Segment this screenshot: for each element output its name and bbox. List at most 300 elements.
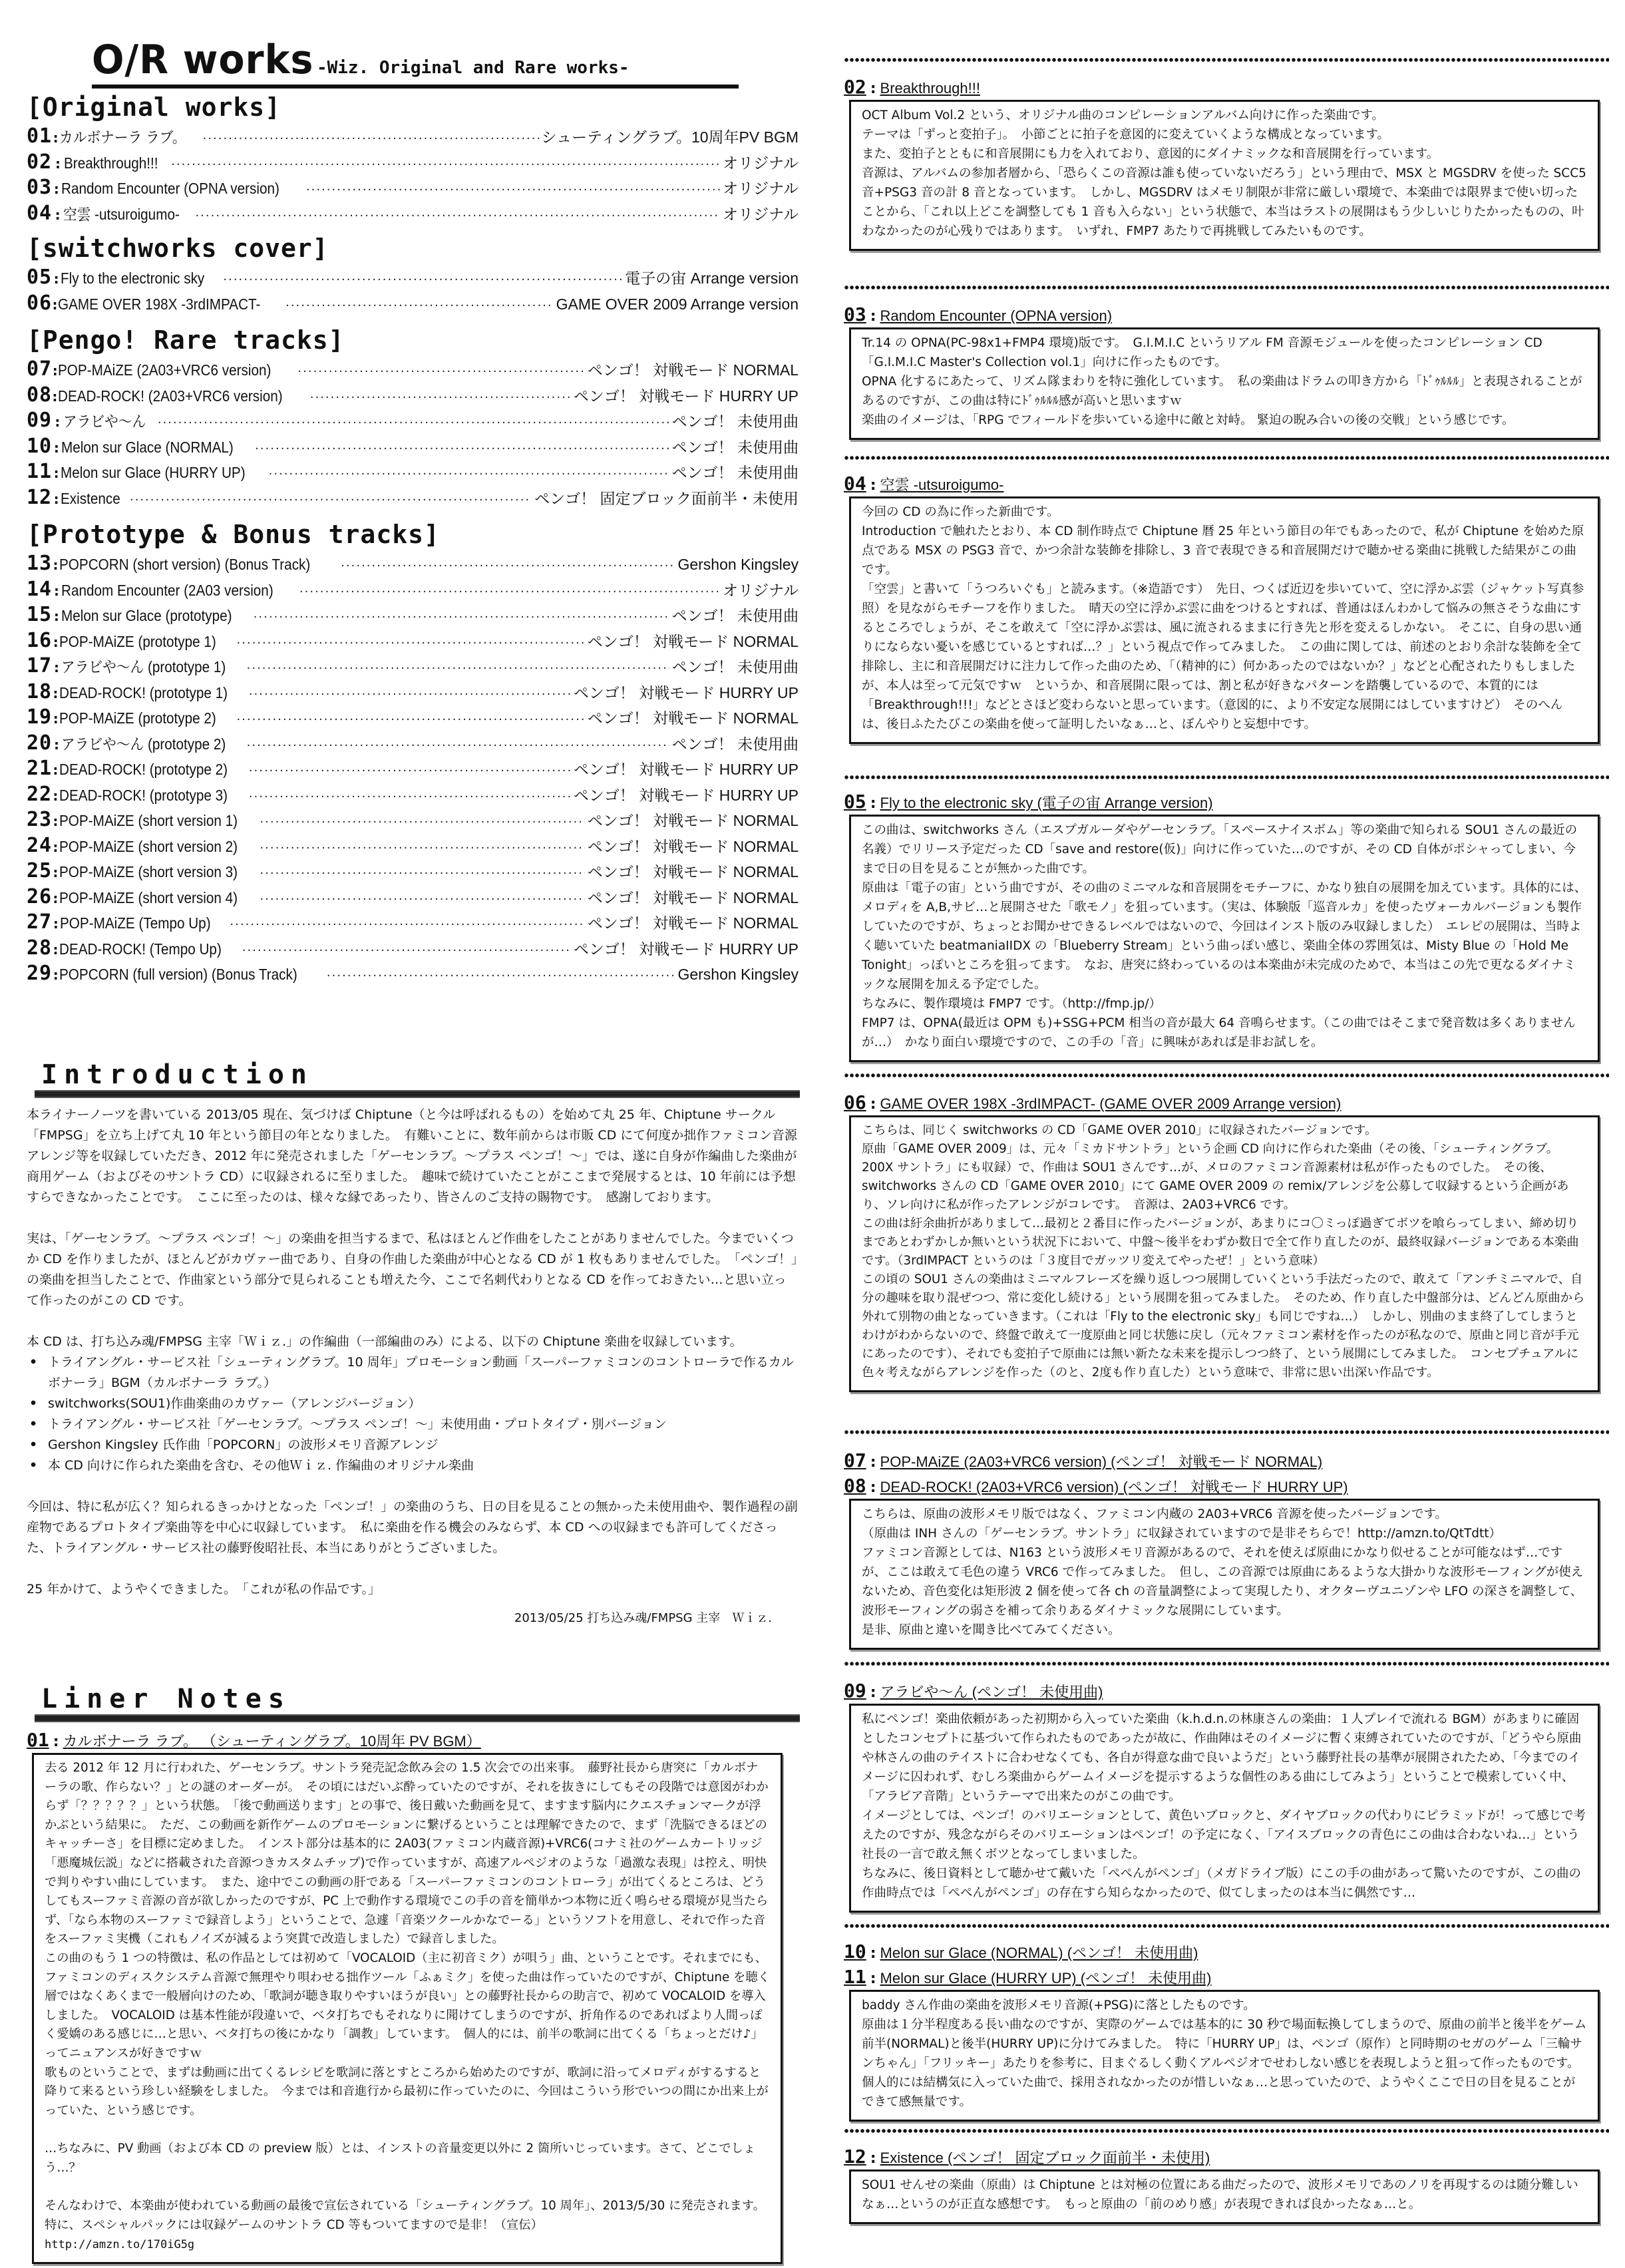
note-paragraph: …ちなみに、PV 動画（および本 CD の preview 版）とは、インストの音量変更以外に 2 箇所いじっています。さて、どこでしょう…？ <box>45 2142 756 2175</box>
track-separator: : <box>52 388 58 405</box>
track-separator: : <box>53 736 59 753</box>
tracklist-prototype-bonus <box>27 518 799 987</box>
track-number: 23 <box>27 808 53 831</box>
track-separator: : <box>52 363 58 379</box>
track-title: Melon sur Glace (NORMAL) <box>61 438 234 456</box>
note-paragraph: この曲は、switchworks さん（エスプガルーダやゲーセンラブ。「スペースナイスボム」等の楽曲で知られる SOU1 さんの最近の名義）でリリース予定だった CD「save and restore(仮)」向けに作っていた…のですが、その CD 自体がポシャってしまい、今まで日の目を見ることが無かった曲です。 <box>862 823 1578 876</box>
track-number: 01 <box>27 124 53 148</box>
dot-leader <box>171 152 720 178</box>
intro-paragraph: 本 CD は、打ち込み魂/FMPSG 主宰「Ｗｉｚ.」の作編曲（一部編曲のみ）による、以下の Chiptune 楽曲を収録しています。 <box>27 1334 743 1349</box>
dot-leader <box>299 580 720 606</box>
note-number: 09 <box>844 1680 866 1702</box>
intro-bullet: • トライアングル・サービス社「シューティングラブ。10 周年」プロモーション動画「スーパーファミコンのコントローラで作るカルボナーラ」BGM（カルボナーラ ラブ。） <box>27 1352 799 1394</box>
dot-leader <box>254 605 669 631</box>
track-source: ペンゴ！ 対戦モード NORMAL <box>587 863 799 880</box>
track-title: POP-MAiZE (prototype 1) <box>59 632 217 650</box>
track-separator: : <box>53 967 59 983</box>
dotted-divider <box>844 1429 1609 1435</box>
dot-leader <box>260 887 584 913</box>
track-row <box>27 201 799 227</box>
tracklist-pengo-rare <box>27 323 799 510</box>
track-number: 05 <box>27 266 53 289</box>
note-10-11 <box>844 1939 1609 2122</box>
dotted-divider <box>844 1073 1609 1078</box>
track-row <box>27 124 799 150</box>
track-row <box>27 485 799 511</box>
dot-leader <box>260 836 584 862</box>
dot-leader <box>223 268 622 293</box>
track-source: ペンゴ！ 対戦モード NORMAL <box>587 914 799 932</box>
track-number: 11 <box>27 460 53 483</box>
note-title: DEAD-ROCK! (2A03+VRC6 version) (ペンゴ！ 対戦モード HURRY UP) <box>880 1479 1348 1495</box>
note-paragraph: SOU1 せんせの楽曲（原曲）は Chiptune とは対極の位置にある曲だったので、波形メモリであのノリを再現するのは随分難しいなぁ…というのが正直な感想です。 もっと原曲の「前のめり感」が表現できれば良かったなぁ…と。 <box>862 2178 1578 2211</box>
dot-leader <box>249 759 571 785</box>
track-row <box>27 807 799 833</box>
track-row <box>27 577 799 603</box>
track-title: POPCORN (short version) (Bonus Track) <box>59 556 311 573</box>
note-body <box>849 1115 1600 1392</box>
track-source: オリジナル <box>723 154 799 172</box>
intro-signature: 2013/05/25 打ち込み魂/FMPSG 主宰 Ｗｉｚ. <box>514 1611 772 1625</box>
track-number: 29 <box>27 962 53 985</box>
track-number: 26 <box>27 884 53 908</box>
dotted-divider <box>844 1923 1609 1929</box>
dotted-divider <box>844 2128 1609 2134</box>
note-header: 12 : Existence (ペンゴ！ 固定ブロック面前半・未使用) <box>844 2146 1210 2168</box>
title-main: O/R works <box>92 37 314 83</box>
track-title: Random Encounter (OPNA version) <box>61 180 279 197</box>
dot-leader <box>195 204 720 230</box>
track-source: ペンゴ！ 対戦モード HURRY UP <box>573 683 799 701</box>
track-number: 24 <box>27 833 53 857</box>
introduction-body <box>27 1105 799 1628</box>
track-number: 19 <box>27 705 53 729</box>
note-body <box>849 1499 1600 1650</box>
dot-leader <box>242 938 571 964</box>
note-paragraph: テーマは「ずっと変拍子」。 小節ごとに拍子を意図的に変えていくような構成となっています。 <box>862 128 1389 142</box>
note-paragraph: ちなみに、製作環境は FMP7 です。（http://fmp.jp/） <box>862 997 1162 1011</box>
note-header: 09 : アラビや～ん (ペンゴ！ 未使用曲) <box>844 1680 1103 1702</box>
note-header: 06 : GAME OVER 198X -3rdIMPACT- (GAME OVER 2009 Arrange version) <box>844 1091 1342 1113</box>
note-number: 11 <box>844 1966 866 1988</box>
track-number: 21 <box>27 757 53 780</box>
track-source: ペンゴ！ 対戦モード NORMAL <box>587 361 799 379</box>
title-subtitle: -Wiz. Original and Rare works- <box>316 58 630 78</box>
note-body <box>849 815 1600 1062</box>
note-paragraph: 音源は、アルバムの参加者層から、「恐らくこの音源は誰も使っていないだろう」という理由で、MSX と MGSDRV を使った SCC5 音+PSG3 音の計 8 音となっています。 しかし、MGSDRV はメモリ制限が非常に厳しい環境で、本楽曲では限界まで使い切ったことから、「これ以上どこを調整しても 1 音も入らない」という状態で、本当はラストの展開はもう少しいじりたかったものの、叶わなかったのが心残りではあります。 いずれ、FMP7 あたりで再挑戦してみたいものです。 <box>862 166 1586 238</box>
track-separator: : <box>52 296 58 313</box>
note-number: 04 <box>844 472 866 494</box>
note-paragraph: 原曲「GAME OVER 2009」は、元々「ミカドサントラ」という企画 CD 向けに作られた楽曲（その後、「シューティングラブ。200X サントラ」にも収録）で、作曲は SOU1 さんです…が、メロのファミコン音源素材は私が作ったものでした。 その後、switchworks さんの CD「GAME OVER 2010」にて GAME OVER 2009 の remix/アレンジを公募して収録するという企画があり、ソレ向けに私が作ったアレンジがコレです。 音源は、2A03+VRC6 です。 <box>862 1142 1569 1212</box>
note-body <box>849 496 1600 744</box>
note-paragraph: Introduction で触れたとおり、本 CD 制作時点で Chiptune 暦 25 年という節目の年でもあったので、私が Chiptune を始めた原点である MSX の PSG3 音で、かつ余計な装飾を排除し、3 音で表現できる和音展開だけで聴かせる楽曲に挑戦した結果がこの曲です。 <box>862 524 1584 577</box>
intro-paragraph: 本ライナーノーツを書いている 2013/05 現在、気づけば Chiptune（と今は呼ばれるもの）を始めて丸 25 年、Chiptune サークル「FMPSG」を立ち上げて丸 10 年という節目の年となりました。 有難いことに、数年前からは市販 CD にて何度か拙作ファミコン音源アレンジ等を収録していただき、2012 年に発売されました「ゲーセンラブ。～プラス ペンゴ！～」では、遂に自身が作編曲した楽曲が商用ゲーム（およびそのサントラ CD）に収録されるに至りました。 趣味で続けていたことがここまで発展するとは、10 年前には予想すらできなかったことです。 ここに至ったのは、様々な縁であったり、皆さんのご支持の賜物です。 感謝しております。 <box>27 1107 797 1205</box>
track-separator: : <box>53 439 59 456</box>
dot-leader <box>247 656 669 682</box>
track-separator: : <box>53 711 59 727</box>
note-header: 05 : Fly to the electronic sky (電子の宙 Arrange version) <box>844 791 1213 813</box>
track-row <box>27 833 799 859</box>
note-09 <box>844 1678 1609 1913</box>
note-number: 06 <box>844 1091 866 1113</box>
dot-leader <box>236 631 584 657</box>
dotted-divider <box>844 1661 1609 1666</box>
track-source: ペンゴ！ 未使用曲 <box>671 658 799 675</box>
track-separator: : <box>53 608 59 624</box>
note-title: Melon sur Glace (HURRY UP) (ペンゴ！ 未使用曲) <box>880 1970 1212 1986</box>
note-paragraph: 原曲は１分半程度ある長い曲なのですが、実際のゲームでは基本的に 30 秒で場面転換してしまうので、原曲の前半と後半をゲーム前半(NORMAL)と後半(HURRY UP)に分けてみました。 特に「HURRY UP」は、ペンゴ（原作）と同時期のセガのゲーム「三輪サンちゃん」「フリッキー」あたりを参考に、目まぐるしく動くアルペジオでせわしない感じを表現しようと狙って作ったものです。 個人的には結構気に入っていた曲で、採用されなかったのが惜しいなぁ…と思っていたので、ようやくここで日の目を見ることができて感無量です。 <box>862 2018 1587 2109</box>
track-source: ペンゴ！ 未使用曲 <box>671 735 799 753</box>
heading-rule <box>35 1090 800 1098</box>
note-title: Melon sur Glace (NORMAL) (ペンゴ！ 未使用曲) <box>880 1945 1198 1961</box>
note-body <box>32 1753 783 2264</box>
track-title: 空雲 -utsuroigumo- <box>63 205 180 223</box>
track-row <box>27 265 799 291</box>
track-number: 12 <box>27 485 53 509</box>
track-number: 27 <box>27 910 53 934</box>
track-separator: : <box>53 660 59 675</box>
track-number: 16 <box>27 628 53 652</box>
track-title: POPCORN (full version) (Bonus Track) <box>59 966 298 983</box>
dot-leader <box>247 733 669 759</box>
tracklist-original-works <box>27 91 799 226</box>
liner-notes-heading <box>35 1684 800 1722</box>
track-separator: : <box>53 839 59 855</box>
note-title: POP-MAiZE (2A03+VRC6 version) (ペンゴ！ 対戦モード NORMAL) <box>880 1453 1323 1470</box>
note-title: Existence (ペンゴ！ 固定ブロック面前半・未使用) <box>880 2150 1210 2166</box>
track-number: 28 <box>27 936 53 960</box>
track-separator: : <box>53 490 59 507</box>
track-separator: : <box>53 271 59 287</box>
track-row <box>27 705 799 731</box>
intro-paragraph: 25 年かけて、ようやくできました。 「これが私の作品です。」 <box>27 1582 381 1597</box>
intro-bullet: • 本 CD 向けに作られた楽曲を含む、その他Ｗｉｚ. 作編曲のオリジナル楽曲 <box>27 1455 799 1476</box>
track-number: 18 <box>27 679 53 703</box>
note-12 <box>844 2144 1609 2224</box>
note-01 <box>27 1728 792 2264</box>
note-paragraph: 今回の CD の為に作った新曲です。 <box>862 505 1059 519</box>
dot-leader <box>249 785 571 811</box>
document-title <box>92 37 739 89</box>
track-source: ペンゴ！ 固定ブロック面前半・未使用 <box>534 489 799 507</box>
track-number: 14 <box>27 577 53 601</box>
track-separator: : <box>53 465 59 481</box>
track-title: DEAD-ROCK! (2A03+VRC6 version) <box>57 387 283 405</box>
note-paragraph: Tr.14 の OPNA(PC-98x1+FMP4 環境)版です。 G.I.M.I.C というリアル FM 音源モジュールを使ったコンピレーション CD「G.I.M.I.C Master's Collection vol.1」向けに作ったものです。 <box>862 336 1542 369</box>
track-row <box>27 150 799 176</box>
note-number: 03 <box>844 303 866 325</box>
note-paragraph: イメージとしては、ペンゴ！のバリエーションとして、黄色いブロックと、ダイヤブロックの代わりにピラミッドが！って感じで考えたのですが、残念ながらそのバリエーションはペンゴ！の予定になく、「アイスブロックの青色にこの曲は合わないね…」という社長の一言で敢え無くボツとなってしまいました。 <box>862 1809 1586 1861</box>
note-paragraph: こちらは、原曲の波形メモリ版ではなく、ファミコン内蔵の 2A03+VRC6 音源を使ったバージョンです。 <box>862 1507 1448 1521</box>
track-title: DEAD-ROCK! (Tempo Up) <box>59 940 222 958</box>
track-source: ペンゴ！ 未使用曲 <box>671 413 799 430</box>
track-row <box>27 782 799 808</box>
note-paragraph: この曲のもう 1 つの特徴は、私の作品としては初めて「VOCALOID（主に初音ミク）が唄う」曲、ということです。それまでにも、ファミコンのディスクシステム音源で無理やり唄わせる拙作ツール「ふぁミク」を使った曲は作っていたのですが、Chiptune を聴く層ではなくあくまで一般層向けのため、「歌詞が聴き取りやすいほうが良い」との藤野社長からの助言で、初めて VOCALOID を導入しました。 VOCALOID は基本性能が段違いで、ベタ打ちでもそれなりに聞けてしまうのですが、折角作るのであればより人間っぽく愛嬌のある感じに…と思い、ベタ打ちの後にかなり「調教」しています。 個人的には、前半の歌詞に出てくる「ちょっとだけ♪」ってニュアンスが好きですｗ <box>45 1951 770 2060</box>
track-source: Gershon Kingsley <box>677 966 799 983</box>
note-paragraph: 歌ものということで、まずは動画に出てくるレシピを歌詞に落とすところから始めたのですが、歌詞に沿ってメロディがするすると降りて来るという珍しい経験をしました。 今までは和音進行から最初に作っていたのに、今回はこういう形でいつの間にか出来上がっていた、という感じです。 <box>45 2065 769 2118</box>
track-row <box>27 434 799 460</box>
track-row <box>27 910 799 936</box>
track-source: ペンゴ！ 対戦モード HURRY UP <box>573 940 799 958</box>
note-body <box>849 100 1600 251</box>
dot-leader <box>306 178 720 204</box>
note-paragraph: 楽曲のイメージは、「RPG でフィールドを歩いている途中に敵と対峙。 緊迫の睨み合いの後の交戦」という感じです。 <box>862 413 1515 427</box>
track-source: オリジナル <box>723 581 799 599</box>
intro-bullet: • トライアングル・サービス社「ゲーセンラブ。～プラス ペンゴ！～」未使用曲・プロトタイプ・別バージョン <box>27 1414 799 1435</box>
dot-leader <box>230 912 584 938</box>
track-separator: : <box>53 634 59 650</box>
track-title: POP-MAiZE (short version 2) <box>59 837 238 855</box>
note-body <box>849 1990 1600 2122</box>
note-body <box>849 2170 1600 2224</box>
track-separator: : <box>53 916 59 932</box>
note-header: 02 : Breakthrough!!! <box>844 76 980 98</box>
note-number: 02 <box>844 76 866 98</box>
track-row <box>27 731 799 757</box>
track-number: 08 <box>27 383 53 407</box>
note-title: Fly to the electronic sky (電子の宙 Arrange version) <box>880 795 1213 811</box>
note-body <box>849 327 1600 440</box>
note-title: GAME OVER 198X -3rdIMPACT- (GAME OVER 2009 Arrange version) <box>880 1095 1342 1112</box>
dot-leader <box>327 964 675 990</box>
dot-leader <box>341 554 675 580</box>
track-row <box>27 551 799 577</box>
note-paragraph: OPNA 化するにあたって、リズム隊まわりを特に強化しています。 私の楽曲はドラムの叩き方から「ﾄﾞｩﾙﾙﾙ」と表現されることがあるのですが、この曲は特にﾄﾞｩﾙﾙﾙ感が高いと思いますｗ <box>862 375 1582 408</box>
track-number: 25 <box>27 859 53 882</box>
track-source: ペンゴ！ 未使用曲 <box>671 607 799 624</box>
note-number: 01 <box>27 1729 49 1751</box>
track-title: Melon sur Glace (HURRY UP) <box>61 464 246 481</box>
track-number: 07 <box>27 357 53 381</box>
dot-leader <box>236 707 584 733</box>
dot-leader <box>285 293 554 319</box>
track-number: 20 <box>27 731 53 755</box>
track-row <box>27 654 799 679</box>
note-paragraph: OCT Album Vol.2 という、オリジナル曲のコンピレーションアルバム向けに作った楽曲です。 <box>862 108 1384 122</box>
track-row <box>27 175 799 201</box>
dot-leader <box>260 861 584 887</box>
note-paragraph: （原曲は INH さんの「ゲーセンラブ。サントラ」に収録されていますので是非そちらで！http://amzn.to/QtTdtt） <box>862 1527 1502 1541</box>
track-title: DEAD-ROCK! (prototype 1) <box>59 683 228 701</box>
track-source: ペンゴ！ 対戦モード NORMAL <box>587 888 799 906</box>
note-title: 空雲 -utsuroigumo- <box>880 476 1004 493</box>
heading-rule <box>35 1714 800 1722</box>
note-02 <box>844 75 1609 251</box>
dot-leader <box>203 126 539 152</box>
note-paragraph: 去る 2012 年 12 月に行われた、ゲーセンラブ。サントラ発売記念飲み会の 1.5 次会での出来事。 藤野社長から唐突に「カルボナーラの歌、作らない？」との謎のオーダーが。 その頃にはだいぶ酔っていたのですが、それを抜きにしてもその段階では意図がわからず「？？？？？」という状態。 「後で動画送ります」との事で、後日戴いた動画を見て、ますます脳内にクエスチョンマークが浮かぶという結果に。 ただ、この動画を新作ゲームのプロモーションに繋げるということは理解できたので、まず「洗脳できるほどのキャッチーさ」を目標に定めました。 インスト部分は基本的に 2A03(ファミコン内蔵音源)+VRC6(コナミ社のゲームカートリッジ「悪魔城伝説」などに搭載された音源つきカスタムチップ)で作っていますが、高速アルペジオのような「過激な表現」は控え、明快で判りやすい曲にしています。 また、途中でこの動画の肝である「スーパーファミコンのコントローラ」が出てくるところは、どうしてもスーファミ音源の音が欲しかったのですが、PC 上で動作する環境でこの手の音を簡単かつ本物に近く鳴らせる環境が見当たらず、「なら本物のスーファミで録音しよう」ということで、急遽「音楽ツクールかなでーる」というソフトを用意し、それで作った音をスーファミ実機（これもノイズが減るよう突貫で改造しました）で録音しました。 <box>45 1761 769 1947</box>
track-title: アラビや～ん (prototype 2) <box>61 735 226 753</box>
introduction-heading-text: Introduction <box>41 1059 313 1090</box>
intro-paragraph: 今回は、特に私が広く？知られるきっかけとなった「ペンゴ！」の楽曲のうち、日の目を見ることの無かった未使用曲や、製作過程の副産物であるプロトタイプ楽曲等を中心に収録しています。 私に楽曲を作る機会のみならず、本 CD への収録までも許可してくださった、トライアングル・サービス社の藤野俊昭社長、本当にありがとうございました。 <box>27 1499 798 1555</box>
note-paragraph: ファミコン音源としては、N163 という波形メモリ音源があるので、それを使えば原曲にかなり似せることが可能なはず…ですが、ここは敢えて毛色の違う VRC6 で作ってみました。 但し、この音源では原曲にあるような大掛かりな波形モーフィングが使えないため、音色変化は矩形波 2 個を使って各 ch の音量調整によって実現したり、オクターヴユニゾンや LFO の深さを調整して、波形モーフィングの弱さを補って余りあるダイナミックな展開にしています。 <box>862 1546 1584 1618</box>
track-source: ペンゴ！ 未使用曲 <box>671 438 799 456</box>
track-title: Breakthrough!!! <box>63 154 158 172</box>
note-05 <box>844 789 1609 1062</box>
track-separator: : <box>53 787 59 804</box>
track-title: Fly to the electronic sky <box>61 270 205 287</box>
track-title: POP-MAiZE (2A03+VRC6 version) <box>58 361 271 379</box>
track-source: ペンゴ！ 対戦モード HURRY UP <box>573 387 799 405</box>
track-source: Gershon Kingsley <box>677 556 799 573</box>
track-number: 10 <box>27 434 53 458</box>
dot-leader <box>130 488 532 514</box>
track-title: アラビや～ん <box>63 413 146 430</box>
note-03 <box>844 302 1609 440</box>
note-number: 10 <box>844 1941 866 1963</box>
section-heading: [Prototype & Bonus tracks] <box>27 520 440 549</box>
note-title: アラビや～ん (ペンゴ！ 未使用曲) <box>880 1684 1103 1700</box>
track-number: 13 <box>27 552 53 575</box>
note-title: カルボナーラ ラブ。 （シューティングラブ。10周年 PV BGM） <box>63 1733 481 1750</box>
track-row <box>27 756 799 782</box>
track-row <box>27 291 799 317</box>
track-separator: : <box>53 181 59 197</box>
note-title: Random Encounter (OPNA version) <box>880 307 1113 324</box>
track-source: 電子の宙 Arrange version <box>625 270 799 287</box>
track-row <box>27 408 799 434</box>
track-source: GAME OVER 2009 Arrange version <box>556 295 799 313</box>
note-paragraph: また、変拍子とともに和音展開にも力を入れており、意図的にダイナミックな和音展開を行っています。 <box>862 147 1439 161</box>
note-number: 05 <box>844 791 866 813</box>
intro-bullet-list <box>27 1352 799 1476</box>
track-number: 22 <box>27 782 53 806</box>
track-title: カルボナーラ ラブ。 <box>59 128 186 146</box>
note-number: 07 <box>844 1449 866 1471</box>
track-separator: : <box>53 582 59 599</box>
intro-paragraph: 実は、「ゲーセンラブ。～プラス ペンゴ！～」の楽曲を担当するまで、私はほとんど作曲をしたことがありませんでした。今までいくつか CD を作りましたが、ほとんどがカヴァー曲であり、自身の作曲した楽曲が中心となる CD が 1 枚もありませんでした。 「ペンゴ！」の楽曲を担当したことで、作曲家という部分で見られることも増えた今、ここで名刺代わりとなる CD を作っておきたい…と思い立って作ったのがこの CD です。 <box>27 1231 798 1308</box>
dotted-divider <box>844 57 1609 63</box>
note-paragraph: そんなわけで、本楽曲が使われている動画の最後で宣伝されている「シューティングラブ。10 周年」、2013/5/30 に発売されます。 特に、スペシャルパックには収録ゲームのサントラ CD 等もついてますので是非！（宣伝） <box>45 2199 772 2233</box>
track-separator: : <box>53 685 59 701</box>
track-title: Random Encounter (2A03 version) <box>61 581 273 599</box>
track-row <box>27 858 799 884</box>
intro-bullet: • Gershon Kingsley 氏作曲「POPCORN」の波形メモリ音源アレンジ <box>27 1435 799 1455</box>
track-separator: : <box>53 813 59 829</box>
note-04 <box>844 471 1609 744</box>
track-source: オリジナル <box>723 205 799 223</box>
note-06 <box>844 1090 1609 1392</box>
dotted-divider <box>844 455 1609 461</box>
note-header: 11 : Melon sur Glace (HURRY UP) (ペンゴ！ 未使用曲) <box>844 1966 1212 1988</box>
note-paragraph: この頃の SOU1 さんの楽曲はミニマルフレーズを繰り返しつつ展開していくという手法だったので、敢えて「アンチミニマルで、自分の趣味を取り混ぜつつ、常に変化し続ける」という展開を狙ってみました。 そのため、作り直した中盤部分は、どんどん原曲から外れて別物の曲となっていきます。（これは「Fly to the electronic sky」も同じですね…） しかし、別曲のまま終了してしまうとわけがわからないので、終盤で敢えて一度原曲と同じ状態に戻し（元々ファミコン素材を作ったのが私なので、原曲と同じ音が手元にあったのです）、それでも変拍子で原曲には無い新たな未来を提示しつつ終了、という展開にしてみました。 コンセプチュアルに色々考えながらアレンジを作った（のと、2度も作り直した）という意味で、非常に思い出深い作品です。 <box>862 1272 1585 1380</box>
track-row <box>27 383 799 409</box>
section-heading: [Original works] <box>27 93 281 122</box>
track-source: ペンゴ！ 対戦モード HURRY UP <box>573 761 799 778</box>
note-header: 04 : 空雲 -utsuroigumo- <box>844 472 1004 494</box>
note-paragraph: 私にペンゴ！楽曲依頼があった初期から入っていた楽曲（k.h.d.n.の林康さんの楽曲：１人プレイで流れる BGM）があまりに確固としたコンセプトに基づいて作られたものであったが故に、作曲陣はそのイメージに暫く束縛されていたのですが、「どうやら原曲や林さんの曲のテイストに合わせなくても、各自が得意な曲で良いようだ」という藤野社長の基準が展開されたため、「今までのイメージに囚われず、むしろ楽曲からゲームイメージを提示するような個性のある曲にしてみよう」ということで模索していく中、「アラビア音階」というテーマで出来たのがこの曲です。 <box>862 1712 1582 1803</box>
track-row <box>27 602 799 628</box>
track-title: GAME OVER 198X -3rdIMPACT- <box>57 295 261 313</box>
note-link[interactable]: http://amzn.to/170iG5g <box>45 2237 195 2251</box>
track-title: DEAD-ROCK! (prototype 2) <box>59 761 228 778</box>
dot-leader <box>249 682 571 708</box>
note-header: 10 : Melon sur Glace (NORMAL) (ペンゴ！ 未使用曲) <box>844 1941 1198 1963</box>
dot-leader <box>297 359 584 385</box>
section-heading: [Pengo! Rare tracks] <box>27 325 345 355</box>
dot-leader <box>310 385 571 411</box>
track-separator: : <box>53 130 59 146</box>
dot-leader <box>269 462 669 488</box>
track-row <box>27 459 799 485</box>
track-source: ペンゴ！ 対戦モード NORMAL <box>587 812 799 829</box>
track-number: 06 <box>27 291 53 315</box>
note-paragraph: baddy さん作曲の楽曲を波形メモリ音源(+PSG)に落としたものです。 <box>862 1998 1256 2012</box>
note-body <box>849 1704 1600 1913</box>
dot-leader <box>158 411 669 437</box>
dot-leader <box>255 437 669 463</box>
track-title: POP-MAiZE (short version 4) <box>59 888 238 906</box>
note-paragraph: 「空雲」と書いて「うつろいぐも」と読みます。（※造語です） 先日、つくば近辺を歩いていて、空に浮かぶ雲（ジャケット写真参照）を見ながらモチーフを作りました。 晴天の空に浮かぶ雲に曲をつけるとすれば、普通はほんわかして悩みの無さそうな曲にするところでしょうが、そこを敢えて「空に浮かぶ雲は、風に流されるままに行き先と形を変えるしかない。 そこに、自身の思い通りにならない憂いを感じているとすれば…？」という視点で作ってみました。 この曲に関しては、前述のとおり余計な装飾を全て排除し、主に和音展開だけに注力して作った曲のため、「（精神的に）何かあったのではないか？」などと心配されたりもしましたが、本人は至って元気ですｗ というか、和音展開に限っては、割と私が好きなパターンを踏襲しているので、本質的には「Breakthrough!!!」などとさほど変わらないと思っています。（意図的に、より不安定な展開にはしていますけど） そのへんは、後日ふたたびこの楽曲を使って証明したいなぁ…と、ぼんやりと妄想中です。 <box>862 582 1584 731</box>
note-paragraph: ちなみに、後日資料として聴かせて戴いた「ぺぺんがペンゴ」（メガドライブ版）にこの手の曲があって驚いたのですが、この曲の作曲時点では「ぺぺんがペンゴ」の存在すら知らなかったので、似てしまったのは本当に偶然です… <box>862 1867 1581 1900</box>
track-source: ペンゴ！ 対戦モード NORMAL <box>587 632 799 650</box>
track-separator: : <box>53 864 59 880</box>
track-number: 03 <box>27 176 53 199</box>
note-number: 12 <box>844 2146 866 2168</box>
track-source: シューティングラブ。10周年PV BGM <box>541 128 799 146</box>
note-paragraph: こちらは、同じく switchworks の CD「GAME OVER 2010」に収録されたバージョンです。 <box>862 1123 1377 1137</box>
track-separator: : <box>55 155 61 172</box>
note-paragraph: FMP7 は、OPNA(最近は OPM も)+SSG+PCM 相当の音が最大 64 音鳴らせます。（この曲ではそこまで発音数は多くありませんが…） かなり面白い環境ですので、この手の「音」に興味があれば是非お試しを。 <box>862 1016 1576 1049</box>
dotted-divider <box>844 775 1609 780</box>
track-row <box>27 936 799 962</box>
introduction-heading <box>35 1059 800 1098</box>
track-number: 09 <box>27 409 53 432</box>
track-source: ペンゴ！ 対戦モード HURRY UP <box>573 786 799 804</box>
track-number: 02 <box>27 150 53 174</box>
track-separator: : <box>55 414 61 430</box>
intro-bullet: • switchworks(SOU1)作曲楽曲のカヴァー（アレンジバージョン） <box>27 1394 799 1414</box>
note-paragraph: この曲は紆余曲折がありまして…最初と２番目に作ったバージョンが、あまりにコ〇ミっぽ過ぎてボツを喰らってしまい、締め切りまであとわずかしか無いという状況下において、中盤～後半をわずか数日で全て作り直したのが、最終収録バージョンである本楽曲です。（3rdIMPACT というのは「３度目でガッツリ変えてやったぜ！」という意味） <box>862 1217 1579 1268</box>
liner-notes-heading-text: Liner Notes <box>41 1684 291 1714</box>
track-number: 04 <box>27 201 53 225</box>
track-source: ペンゴ！ 未使用曲 <box>671 464 799 481</box>
track-title: DEAD-ROCK! (prototype 3) <box>59 786 228 804</box>
note-number: 08 <box>844 1475 866 1497</box>
track-number: 17 <box>27 654 53 677</box>
track-separator: : <box>53 762 59 778</box>
track-separator: : <box>53 941 59 958</box>
track-title: POP-MAiZE (short version 1) <box>59 812 238 829</box>
track-separator: : <box>55 206 61 223</box>
track-title: Existence <box>61 489 120 507</box>
track-source: オリジナル <box>723 180 799 197</box>
track-row <box>27 679 799 705</box>
track-separator: : <box>53 557 59 573</box>
track-title: アラビや～ん (prototype 1) <box>61 658 226 675</box>
note-title: Breakthrough!!! <box>880 80 980 96</box>
track-title: Melon sur Glace (prototype) <box>61 607 232 624</box>
track-row <box>27 884 799 910</box>
track-title: POP-MAiZE (prototype 2) <box>59 709 217 727</box>
track-source: ペンゴ！ 対戦モード NORMAL <box>587 837 799 855</box>
note-paragraph: 原曲は「電子の宙」という曲ですが、その曲のミニマルな和音展開をモチーフに、かなり独自の展開を加えています。具体的には、メロディを A,B,サビ…と展開させた「歌モノ」を狙っています。（実は、体験版「巡音ルカ」を使ったヴォーカルバージョンも製作していたのですが、ちょっとお聞かせできるレベルではないので、今回はインスト版のみ収録しました） エレピの展開は、当時よく聴いていた beatmaniaIIDX の「Blueberry Stream」という曲っぽい感じ、楽曲全体の雰囲気は、Misty Blue の「Hold Me Tonight」っぽいところを狙ってます。 なお、唐突に終わっているのは本楽曲が未完成のためで、本当はこの先で更なるダイナミックな展開を加える予定でした。 <box>862 881 1587 992</box>
track-title: POP-MAiZE (short version 3) <box>59 863 238 880</box>
track-row <box>27 357 799 383</box>
note-header: 01 : カルボナーラ ラブ。 （シューティングラブ。10周年 PV BGM） <box>27 1729 481 1751</box>
dot-leader <box>260 810 584 836</box>
track-row <box>27 961 799 987</box>
dotted-divider <box>844 285 1609 290</box>
track-row <box>27 628 799 654</box>
note-header: 07 : POP-MAiZE (2A03+VRC6 version) (ペンゴ！ 対戦モード NORMAL) <box>844 1449 1323 1471</box>
track-number: 15 <box>27 603 53 626</box>
track-separator: : <box>53 890 59 906</box>
track-title: POP-MAiZE (Tempo Up) <box>59 914 211 932</box>
note-paragraph: 是非、原曲と違いを聞き比べてみてください。 <box>862 1623 1121 1637</box>
tracklist-switchworks-cover <box>27 232 799 316</box>
track-source: ペンゴ！ 対戦モード NORMAL <box>587 709 799 727</box>
note-header: 03 : Random Encounter (OPNA version) <box>844 303 1113 325</box>
